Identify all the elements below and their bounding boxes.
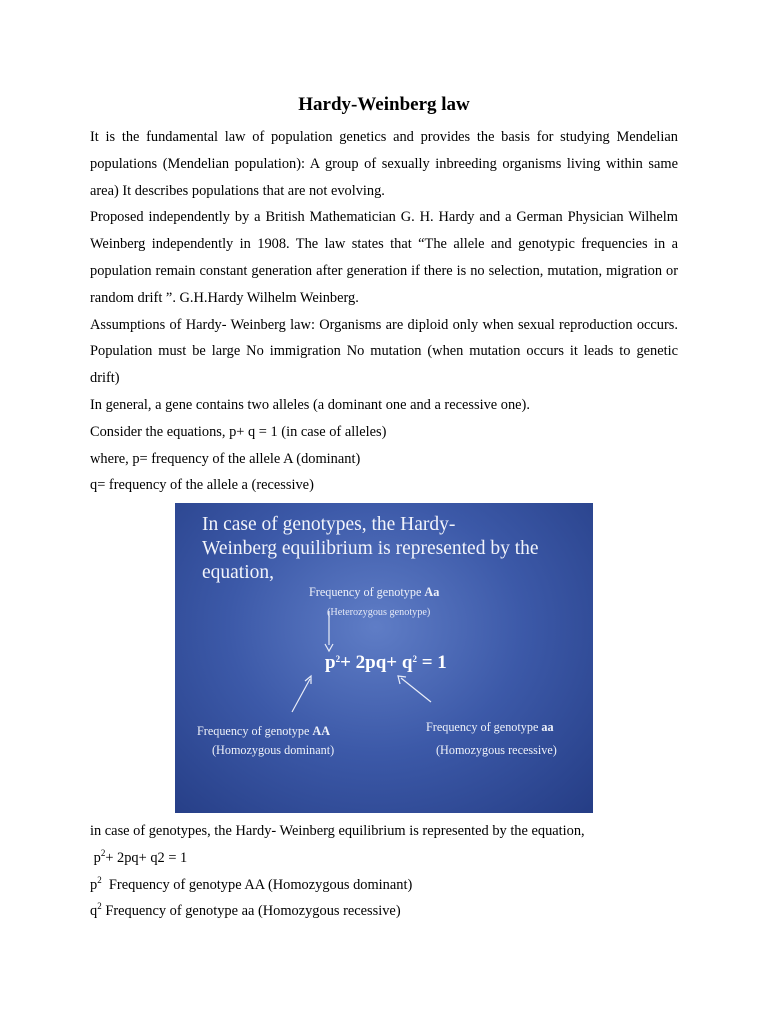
label-homo-dominant: Frequency of genotype AA [197,724,331,738]
note-hetero: (Heterozygous genotype) [327,607,431,618]
arrow-homo-dominant [292,679,310,712]
after-image-text [90,818,690,925]
paragraph-equation: Consider the equations, p+ q = 1 (in case of alleles) [90,423,387,440]
q2-definition: $q^2$ Frequency of genotype aa (Homozygous recessive) [90,901,401,920]
paragraph-q-definition: q= frequency of the allele a (recessive) [90,477,314,494]
paragraph-assumptions: Assumptions of Hardy- Weinberg law: Organisms are diploid only when sexual reproduction occurs. Population must be large No immigration No mutation (when mutation occurs it leads to genetic drift) [90,316,678,387]
arrow-homo-recessive [401,678,431,702]
label-homo-recessive: Frequency of genotype aa [426,720,554,734]
body-text [90,124,678,499]
genotype-equation: $p^2+ 2pq+ q2 = 1$ [93,847,188,866]
p2-definition: $p^2$ Frequency of genotype AA (Homozygous dominant) [90,874,413,893]
paragraph-alleles: In general, a gene contains two alleles (a dominant one and a recessive one). [90,396,530,413]
note-homo-dominant: (Homozygous dominant) [212,743,335,757]
arrow-homo-recessive-head [398,676,406,684]
equation-slide-image [175,503,593,813]
document-title: Hardy-Weinberg law [298,94,470,115]
paragraph-p-definition: where, p= frequency of the allele A (dominant) [90,450,361,467]
paragraph-intro: It is the fundamental law of population genetics and provides the basis for studying Mendelian populations (Mendelian population): A group of sexually inbreeding organisms living within same area) It describes populations that are not evolving. [90,129,678,199]
slide-equation: $p^2+ 2pq+ q^2 = 1$ [325,652,447,673]
label-hetero: Frequency of genotype Aa [309,585,440,599]
arrow-hetero-head [325,644,333,651]
genotype-intro: in case of genotypes, the Hardy- Weinberg equilibrium is represented by the equation, [90,823,585,839]
paragraph-proposal: Proposed independently by a British Mathematician G. H. Hardy and a German Physician Wilhelm Weinberg independently in 1908. The law states that “The allele and genotypic frequencies in a population remain constant generation after generation if there is no selection, mutation, migration or random drift ”. G.H.Hardy Wilhelm Weinberg. [90,209,678,306]
slide-title: In case of genotypes, the Hardy- Weinberg equilibrium is represented by the equation, [202,514,539,583]
note-homo-recessive: (Homozygous recessive) [436,743,557,757]
